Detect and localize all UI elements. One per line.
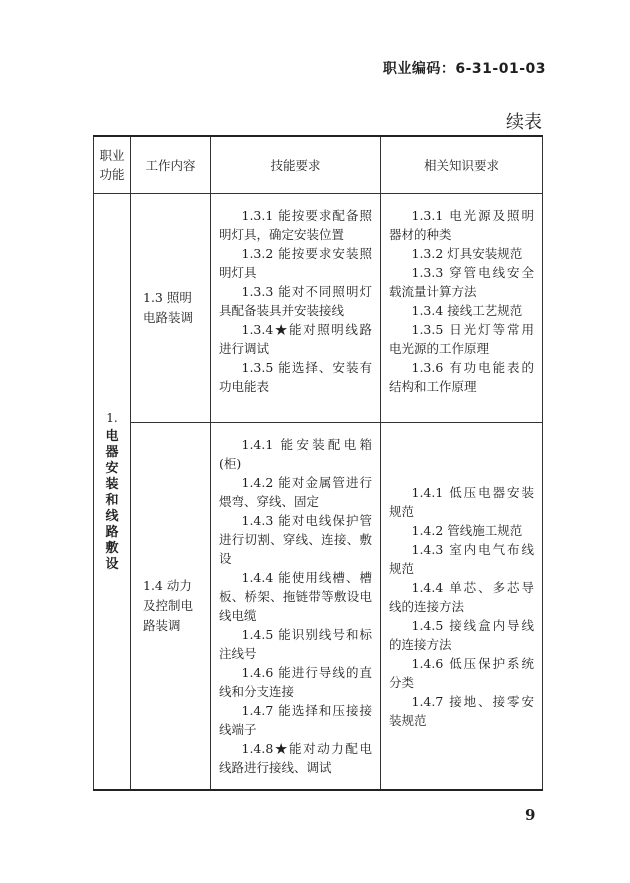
function-cell (94, 194, 131, 791)
table-row (94, 194, 543, 423)
skill-item: 1.4.4 能使用线槽、槽板、桥架、拖链带等敷设电线电缆 (219, 570, 372, 623)
skill-requirements-table (93, 135, 543, 791)
work-content-text: 1.4 动力及控制电路装调 (143, 578, 194, 633)
table-header-row (94, 136, 543, 194)
knowledge-item: 1.4.3 室内电气布线规范 (389, 541, 534, 576)
header-function: 职业 功能 (94, 136, 131, 194)
skill-item: 1.4.1 能安装配电箱(柜) (219, 437, 372, 471)
skill-item: 1.3.3 能对不同照明灯具配备装具并安装接线 (219, 284, 372, 318)
header-skills: 技能要求 (211, 136, 381, 194)
knowledge-item: 1.3.6 有功电能表的结构和工作原理 (389, 360, 534, 394)
skill-item: 1.3.1 能按要求配备照明灯具，确定安装位置 (219, 208, 372, 242)
skills-cell (211, 423, 381, 791)
header-work: 工作内容 (131, 136, 211, 194)
skill-item: 1.3.4★能对照明线路进行调试 (219, 322, 372, 356)
skill-item: 1.3.2 能按要求安装照明灯具 (219, 246, 372, 280)
knowledge-item: 1.4.4 单芯、多芯导线的连接方法 (389, 579, 534, 614)
occupation-code: 职业编码：6-31-01-03 (382, 61, 546, 77)
function-number: 1. (106, 410, 118, 425)
knowledge-cell (381, 194, 543, 423)
knowledge-item: 1.3.5 日光灯等常用电光源的工作原理 (389, 322, 534, 356)
page-number: 9 (525, 806, 536, 824)
skill-item: 1.4.2 能对金属管进行煨弯、穿线、固定 (219, 475, 372, 509)
knowledge-item: 1.4.5 接线盒内导线的连接方法 (389, 617, 534, 652)
skill-item: 1.4.8★能对动力配电线路进行接线、调试 (219, 741, 372, 775)
table-row (94, 423, 543, 791)
function-name: 电器安装和线路敷设 (105, 428, 119, 572)
knowledge-item: 1.4.1 低压电器安装规范 (389, 484, 534, 519)
knowledge-item: 1.3.3 穿管电线安全载流量计算方法 (389, 265, 534, 299)
knowledge-item: 1.3.2 灯具安装规范 (411, 246, 523, 261)
skills-cell (211, 194, 381, 423)
work-content-cell (131, 423, 211, 791)
knowledge-item: 1.4.7 接地、接零安装规范 (389, 693, 534, 728)
work-content-cell (131, 194, 211, 423)
skill-item: 1.4.5 能识别线号和标注线号 (219, 627, 372, 661)
skill-item: 1.4.7 能选择和压接接线端子 (219, 703, 372, 737)
work-content-text: 1.3 照明电路装调 (143, 290, 194, 325)
knowledge-item: 1.4.6 低压保护系统分类 (389, 655, 534, 690)
continued-table-label: 续表 (506, 112, 542, 133)
skill-item: 1.3.5 能选择、安装有功电能表 (219, 360, 372, 394)
header-knowledge: 相关知识要求 (381, 136, 543, 194)
knowledge-item: 1.3.4 接线工艺规范 (411, 303, 523, 318)
knowledge-item: 1.3.1 电光源及照明器材的种类 (389, 208, 534, 242)
skill-item: 1.4.3 能对电线保护管进行切割、穿线、连接、敷设 (219, 513, 372, 566)
skill-item: 1.4.6 能进行导线的直线和分支连接 (219, 665, 372, 699)
knowledge-item: 1.4.2 管线施工规范 (411, 522, 523, 538)
knowledge-cell (381, 423, 543, 791)
